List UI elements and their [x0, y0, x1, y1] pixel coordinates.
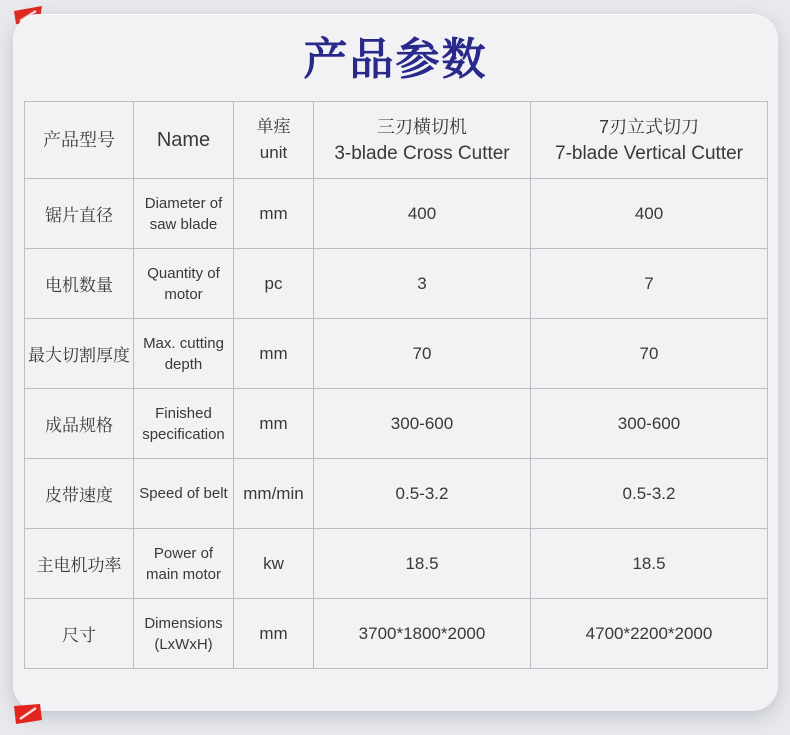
param-unit: pc: [234, 249, 314, 319]
header-vertical-cutter: [531, 102, 768, 179]
cross-cutter-value: 0.5-3.2: [314, 459, 531, 529]
cross-cutter-value: 300-600: [314, 389, 531, 459]
header-product-model: 产品型号: [25, 102, 134, 179]
cross-cutter-value: 18.5: [314, 529, 531, 599]
table-row: [25, 459, 768, 529]
cross-cutter-value: 400: [314, 179, 531, 249]
param-unit: kw: [234, 529, 314, 599]
header-vertical-cutter-cn: 7刃立式切刀: [598, 116, 699, 137]
vertical-cutter-value: 4700*2200*2000: [531, 599, 768, 669]
table-row: [25, 599, 768, 669]
parameters-table: [24, 101, 768, 669]
param-name-cn: 锯片直径: [25, 179, 134, 249]
header-name: Name: [134, 102, 234, 179]
param-unit: mm: [234, 179, 314, 249]
param-name-cn: 主电机功率: [25, 529, 134, 599]
header-row: [25, 102, 768, 179]
vertical-cutter-value: 0.5-3.2: [531, 459, 768, 529]
vertical-cutter-value: 18.5: [531, 529, 768, 599]
param-name-en: Finished specification: [134, 389, 234, 459]
header-unit: [234, 102, 314, 179]
param-unit: mm/min: [234, 459, 314, 529]
param-name-en: Speed of belt: [134, 459, 234, 529]
vertical-cutter-value: 70: [531, 319, 768, 389]
header-cross-cutter: [314, 102, 531, 179]
spec-card: [13, 14, 778, 711]
param-name-cn: 电机数量: [25, 249, 134, 319]
param-name-en: Dimensions (LxWxH): [134, 599, 234, 669]
vertical-cutter-value: 300-600: [531, 389, 768, 459]
header-cross-cutter-en: 3-blade Cross Cutter: [334, 142, 510, 164]
param-name-cn: 皮带速度: [25, 459, 134, 529]
param-unit: mm: [234, 319, 314, 389]
header-unit-cn: 单痓: [256, 117, 291, 136]
cross-cutter-value: 3700*1800*2000: [314, 599, 531, 669]
cross-cutter-value: 3: [314, 249, 531, 319]
header-vertical-cutter-en: 7-blade Vertical Cutter: [555, 142, 743, 164]
table-row: [25, 389, 768, 459]
param-name-cn: 最大切割厚度: [25, 319, 134, 389]
param-unit: mm: [234, 389, 314, 459]
cross-cutter-value: 70: [314, 319, 531, 389]
red-ribbon-icon: [11, 701, 45, 727]
header-cross-cutter-cn: 三刃横切机: [377, 116, 467, 137]
vertical-cutter-value: 7: [531, 249, 768, 319]
table-row: [25, 529, 768, 599]
table-row: [25, 179, 768, 249]
param-name-cn: 成品规格: [25, 389, 134, 459]
param-name-en: Quantity of motor: [134, 249, 234, 319]
param-name-en: Max. cutting depth: [134, 319, 234, 389]
table-row: [25, 319, 768, 389]
param-name-en: Diameter of saw blade: [134, 179, 234, 249]
param-name-en: Power of main motor: [134, 529, 234, 599]
param-name-cn: 尺寸: [25, 599, 134, 669]
page-title: 产品参数: [303, 35, 488, 84]
vertical-cutter-value: 400: [531, 179, 768, 249]
table-row: [25, 249, 768, 319]
param-unit: mm: [234, 599, 314, 669]
header-unit-en: unit: [259, 143, 288, 162]
